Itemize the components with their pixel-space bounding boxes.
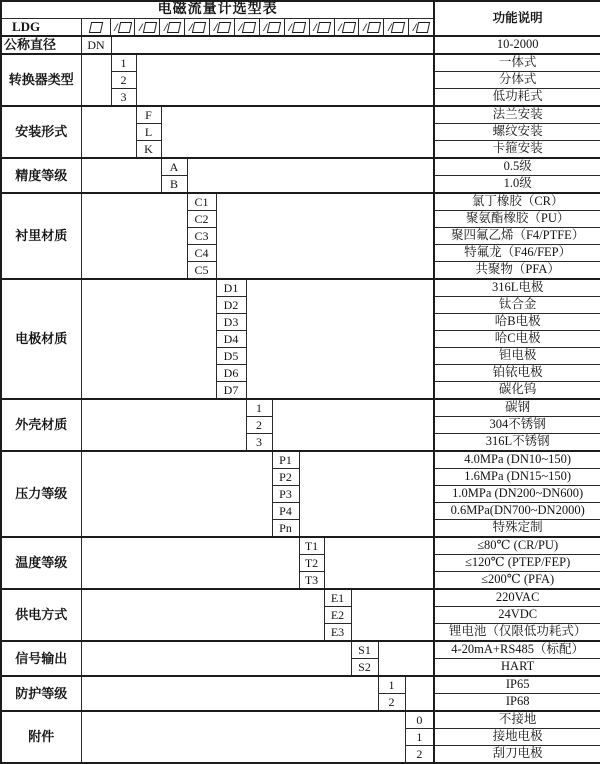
empty-region (111, 36, 434, 54)
code-slot (358, 19, 383, 35)
option-code: D1 (216, 279, 246, 297)
empty-region (378, 641, 434, 676)
category-label: 衬里材质 (1, 193, 81, 279)
slash-separator: / (139, 19, 143, 34)
option-description: 锂电池（仅限低功耗式） (434, 624, 600, 642)
option-code: A (161, 158, 187, 176)
slash-separator: / (288, 19, 292, 34)
empty-region (81, 676, 378, 711)
option-description: 0.5级 (434, 158, 600, 176)
table-row (1, 106, 600, 124)
code-slot (383, 19, 408, 35)
slash-separator: / (188, 19, 193, 34)
table-row (1, 537, 600, 555)
option-code: P3 (272, 486, 299, 503)
category-label: 供电方式 (1, 589, 81, 641)
option-code: P2 (272, 469, 299, 486)
empty-region (81, 54, 111, 106)
empty-region (216, 193, 434, 279)
empty-region (81, 451, 272, 537)
empty-box-icon (292, 22, 306, 33)
option-code: 3 (111, 89, 136, 107)
code-slot (184, 19, 209, 35)
option-description: 接地电极 (434, 729, 600, 746)
option-code: 1 (246, 399, 272, 417)
option-description: 聚氨酯橡胶（PU） (434, 211, 600, 228)
code-slot (159, 19, 184, 35)
empty-box-icon (317, 22, 331, 33)
empty-region (81, 711, 405, 763)
model-code-boxes (81, 19, 434, 37)
empty-box-icon (416, 22, 430, 33)
empty-region (81, 279, 216, 399)
option-description: 4-20mA+RS485（标配） (434, 641, 600, 659)
option-description: ≤200℃ (PFA) (434, 572, 600, 590)
function-column-header: 功能说明 (434, 1, 600, 36)
option-code: L (136, 124, 161, 141)
empty-region (81, 399, 246, 451)
option-description: 法兰安装 (434, 106, 600, 124)
option-code: 2 (378, 694, 405, 712)
option-description: 0.6MPa(DN700~DN2000) (434, 503, 600, 520)
empty-region (324, 537, 434, 589)
empty-region (81, 537, 299, 589)
option-description: ≤80℃ (CR/PU) (434, 537, 600, 555)
option-description: 卡箍安装 (434, 141, 600, 159)
code-slot (309, 19, 334, 35)
slash-separator: / (164, 19, 168, 34)
option-code: C2 (187, 211, 216, 228)
option-code: 3 (246, 434, 272, 452)
option-code: P1 (272, 451, 299, 469)
category-label: 信号输出 (1, 641, 81, 676)
model-code-slot-row (82, 19, 434, 35)
empty-region (299, 451, 434, 537)
empty-box-icon (167, 22, 181, 33)
option-code: Pn (272, 520, 299, 538)
option-code: 1 (405, 729, 434, 746)
code-slot (134, 19, 159, 35)
option-description: 哈B电极 (434, 314, 600, 331)
option-description: 共聚物（PFA） (434, 262, 600, 280)
table-row (1, 158, 600, 176)
option-code: D6 (216, 365, 246, 382)
option-code: D5 (216, 348, 246, 365)
option-description: 特氟龙（F46/FEP） (434, 245, 600, 262)
option-code: 1 (378, 676, 405, 694)
table-row (1, 711, 600, 729)
slash-separator: / (238, 19, 243, 34)
option-code: D7 (216, 382, 246, 400)
category-label: 电极材质 (1, 279, 81, 399)
code-slot (284, 19, 309, 35)
slash-separator: / (114, 19, 118, 34)
option-code: DN (81, 36, 111, 54)
option-description: 螺纹安装 (434, 124, 600, 141)
code-slot (234, 19, 259, 35)
category-label: 精度等级 (1, 158, 81, 193)
category-label: 转换器类型 (1, 54, 81, 106)
empty-region (161, 106, 434, 158)
table-row (1, 399, 600, 417)
option-code: 2 (405, 746, 434, 764)
option-description: 304不锈钢 (434, 417, 600, 434)
category-label: 安装形式 (1, 106, 81, 158)
slash-separator: / (338, 19, 342, 34)
empty-region (81, 158, 161, 193)
category-label: 温度等级 (1, 537, 81, 589)
option-code: 1 (111, 54, 136, 72)
option-code: F (136, 106, 161, 124)
slash-separator: / (263, 19, 267, 34)
option-code: T2 (299, 555, 324, 572)
empty-box-icon (217, 22, 231, 33)
empty-box-icon (341, 22, 355, 33)
option-code: P4 (272, 503, 299, 520)
table-row (1, 54, 600, 72)
option-code: C5 (187, 262, 216, 280)
table-row (1, 676, 600, 694)
option-code: 0 (405, 711, 434, 729)
empty-box-icon (88, 22, 102, 33)
option-description: 316L电极 (434, 279, 600, 297)
option-code: C3 (187, 228, 216, 245)
option-description: 碳化钨 (434, 382, 600, 400)
empty-box-icon (142, 22, 156, 33)
option-description: 1.6MPa (DN15~150) (434, 469, 600, 486)
option-code: C4 (187, 245, 216, 262)
option-description: 一体式 (434, 54, 600, 72)
option-description: 钽电极 (434, 348, 600, 365)
slash-separator: / (213, 19, 218, 34)
empty-region (351, 589, 434, 641)
slash-separator: / (412, 19, 417, 34)
option-description: 10-2000 (434, 36, 600, 54)
option-description: 4.0MPa (DN10~150) (434, 451, 600, 469)
category-label: 附件 (1, 711, 81, 763)
option-code: T3 (299, 572, 324, 590)
slash-separator: / (363, 19, 367, 34)
code-slot (110, 19, 135, 35)
option-code: E1 (324, 589, 351, 607)
option-description: 哈C电极 (434, 331, 600, 348)
option-code: C1 (187, 193, 216, 211)
option-description: 铂铱电极 (434, 365, 600, 382)
empty-box-icon (366, 22, 380, 33)
empty-box-icon (242, 22, 256, 33)
empty-region (136, 54, 434, 106)
option-description: 聚四氟乙烯（F4/PTFE） (434, 228, 600, 245)
option-description: 刮刀电极 (434, 746, 600, 764)
table-row (1, 451, 600, 469)
option-description: 1.0MPa (DN200~DN600) (434, 486, 600, 503)
option-description: 220VAC (434, 589, 600, 607)
option-description: 不接地 (434, 711, 600, 729)
option-code: S1 (351, 641, 378, 659)
category-label: 公称直径 (1, 36, 81, 54)
option-code: D4 (216, 331, 246, 348)
option-code: E2 (324, 607, 351, 624)
empty-box-icon (267, 22, 281, 33)
empty-region (81, 106, 136, 158)
table-row (1, 589, 600, 607)
option-description: 316L不锈钢 (434, 434, 600, 452)
slash-separator: / (388, 19, 392, 34)
slash-separator: / (313, 19, 317, 34)
option-code: D2 (216, 297, 246, 314)
option-code: B (161, 176, 187, 194)
option-code: D3 (216, 314, 246, 331)
option-description: 氯丁橡胶（CR） (434, 193, 600, 211)
empty-region (272, 399, 434, 451)
empty-box-icon (117, 22, 131, 33)
code-slot (334, 19, 359, 35)
option-description: 碳钢 (434, 399, 600, 417)
option-code: T1 (299, 537, 324, 555)
empty-region (187, 158, 434, 193)
option-description: IP65 (434, 676, 600, 694)
category-label: 压力等级 (1, 451, 81, 537)
empty-box-icon (192, 22, 206, 33)
option-code: 2 (246, 417, 272, 434)
empty-region (81, 589, 324, 641)
option-description: ≤120℃ (PTEP/FEP) (434, 555, 600, 572)
empty-region (246, 279, 434, 399)
option-description: 1.0级 (434, 176, 600, 194)
table-title: 电磁流量计选型表 (1, 1, 434, 19)
option-code: 2 (111, 72, 136, 89)
empty-region (81, 193, 187, 279)
table-row (1, 279, 600, 297)
table-row (1, 193, 600, 211)
option-description: 特殊定制 (434, 520, 600, 538)
table-row (1, 641, 600, 659)
model-prefix: LDG (1, 19, 81, 37)
code-slot (408, 19, 433, 35)
empty-region (405, 676, 434, 711)
code-slot (82, 19, 110, 35)
option-description: IP68 (434, 694, 600, 712)
option-description: 24VDC (434, 607, 600, 624)
option-description: 钛合金 (434, 297, 600, 314)
code-slot (259, 19, 284, 35)
option-description: HART (434, 659, 600, 677)
category-label: 防护等级 (1, 676, 81, 711)
option-description: 分体式 (434, 72, 600, 89)
option-code: S2 (351, 659, 378, 677)
option-code: K (136, 141, 161, 159)
empty-region (81, 641, 351, 676)
option-description: 低功耗式 (434, 89, 600, 107)
table-row (1, 36, 600, 54)
option-code: E3 (324, 624, 351, 642)
empty-box-icon (391, 22, 405, 33)
code-slot (209, 19, 234, 35)
category-label: 外壳材质 (1, 399, 81, 451)
